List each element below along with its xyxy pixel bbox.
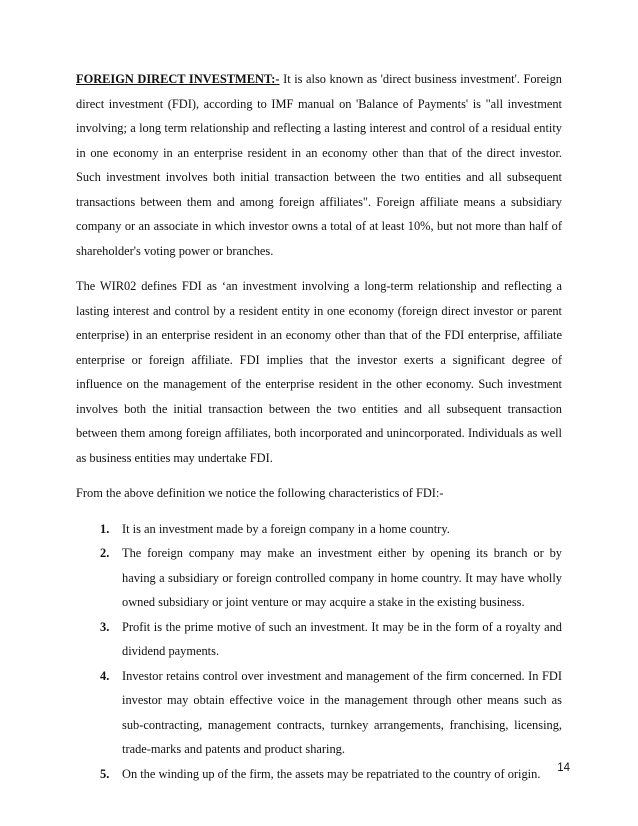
list-item — [100, 517, 562, 542]
list-item — [100, 615, 562, 664]
page-content — [76, 67, 562, 786]
list-item-text: Profit is the prime motive of such an investment. It may be in the form of a royalty and dividend payments. — [122, 619, 562, 658]
paragraph-wir02-definition: The WIR02 defines FDI as ‘an investment involving a long-term relationship and reflecting a lasting interest and control by a resident entity in one economy (foreign direct investor or parent enterprise) in an enterprise resident in an economy other than that of the FDI enterprise, affiliate enterprise or foreign affiliate. FDI implies that the investor exerts a significant degree of influence on the management of the enterprise resident in the other economy. Such investment involves both the initial transaction between the two entities and all subsequent transaction between them among foreign affiliates, both incorporated and unincorporated. Individuals as well as business entities may undertake FDI. — [76, 279, 562, 465]
list-item — [100, 664, 562, 762]
list-number: 1. — [100, 521, 110, 536]
list-item-text: On the winding up of the firm, the assets may be repatriated to the country of origin. — [122, 766, 541, 781]
list-item-text: Investor retains control over investment and management of the firm concerned. In FDI investor may obtain effective voice in the management through other means such as sub-contracting, management contracts, turnkey arrangements, franchising, licensing, trade-marks and patents and product sharing. — [122, 668, 562, 756]
paragraph-fdi-definition — [76, 67, 562, 263]
list-item-text: It is an investment made by a foreign company in a home country. — [122, 521, 450, 536]
section-heading: FOREIGN DIRECT INVESTMENT:- — [76, 72, 280, 86]
list-number: 5. — [100, 766, 110, 781]
page-number: 14 — [557, 762, 570, 774]
characteristics-list — [76, 517, 562, 787]
list-item — [100, 541, 562, 615]
paragraph-text: It is also known as 'direct business investment'. Foreign direct investment (FDI), according to IMF manual on 'Balance of Payments' is "all investment involving; a long term relationship and reflecting a lasting interest and control of a residual entity in one economy in an enterprise resident in an economy other than that of the direct investor. Such investment involves both initial transaction between the two entities and all subsequent transactions between them and among foreign affiliates". Foreign affiliate means a subsidiary company or an associate in which investor owns a total of at least 10%, but not more than half of shareholder's voting power or branches. — [76, 72, 563, 258]
list-item-text: The foreign company may make an investment either by opening its branch or by having a subsidiary or foreign controlled company in home country. It may have wholly owned subsidiary or joint venture or may acquire a stake in the existing business. — [122, 546, 562, 609]
list-item — [100, 762, 562, 787]
list-number: 4. — [100, 668, 110, 683]
list-number: 2. — [100, 546, 110, 560]
paragraph-characteristics-intro: From the above definition we notice the following characteristics of FDI:- — [76, 486, 444, 500]
list-number: 3. — [100, 619, 110, 634]
